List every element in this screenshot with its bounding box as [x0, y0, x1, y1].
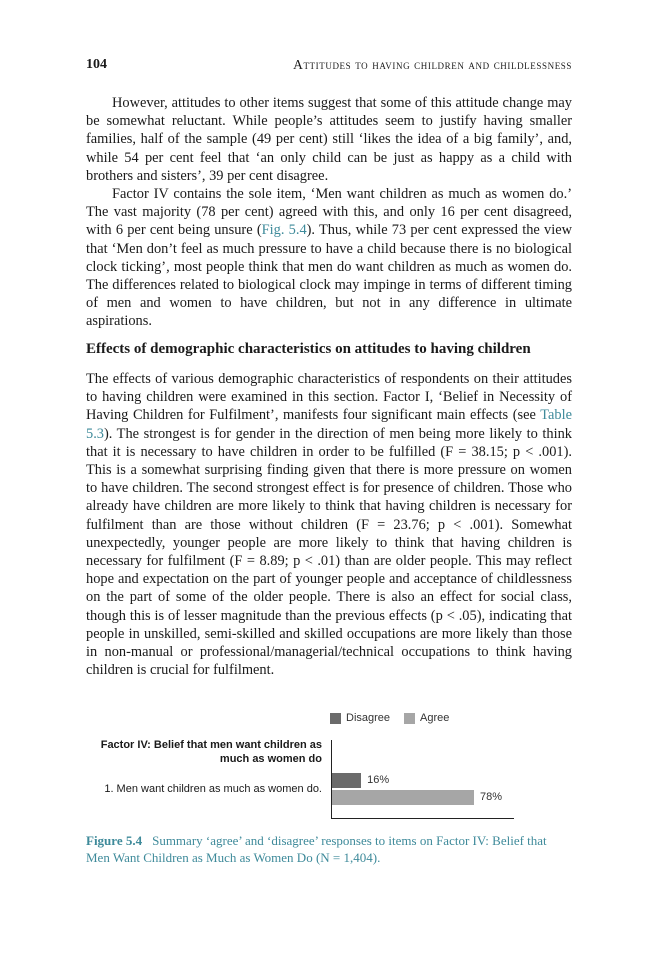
- bar-disagree: [332, 773, 361, 788]
- page-header: [86, 57, 572, 77]
- page-number: 104: [86, 57, 107, 72]
- legend-swatch-agree: [404, 713, 415, 724]
- paragraph-2: Factor IV contains the sole item, ‘Men want children as much as women do.’ The vast majority (78 per cent) agreed with this, and only 16 per cent disagreed, with 6 per cent being unsure (Fig. 5.4). Thus, while 73 per cent expressed the view that ‘Men don’t feel as much pressure to have a child because there is no biological clock ticking’, most people think that men do want children as much as women do. The differences related to biological clock may impinge in terms of different timing of men and women to have children, but not in any difference in ultimate aspirations.: [86, 186, 572, 330]
- body-text: [86, 94, 572, 331]
- bar-label-agree: 78%: [479, 791, 502, 803]
- figure-caption: [86, 832, 572, 866]
- caption-label: Figure 5.4: [86, 833, 143, 848]
- legend-label-disagree: Disagree: [346, 712, 391, 724]
- section-body-text: [86, 370, 572, 679]
- chart-title: Factor IV: Belief that men want children as much as women do: [100, 739, 322, 765]
- running-head: Attitudes to having children and childlessness: [293, 57, 572, 72]
- caption-text: Summary ‘agree’ and ‘disagree’ responses to items on Factor IV: Belief that Men Want Children as Much as Women Do (N = 1,404).: [86, 833, 547, 865]
- paragraph-3: The effects of various demographic characteristics of respondents on their attitudes to having children were examined in this section. Factor I, ‘Belief in Necessity of Having Children for Fulfilment’, manifests four significant main effects (see Table 5.3). The strongest is for gender in the direction of men being more likely to think that it is necessary to have children in order to be fulfilled (F = 38.15; p < .001). This is a somewhat surprising finding given that there is more pressure on women to have children. The second strongest effect is for presence of children. Those who already have children are more likely to think that having children is necessary for fulfilment than are those without children (F = 23.76; p < .001). Somewhat unexpectedly, younger people are more likely to think that having children is necessary for fulfilment (F = 8.89; p < .01) than are older people. This may reflect hope and expectation on the part of younger people and acceptance of childlessness on the part of some of the older people. There is also an effect for social class, though this is of lesser magnitude than the previous effects (p < .05), indicating that people in unskilled, semi-skilled and skilled occupations are more likely than those in non-manual or professional/managerial/technical occupations to think having children is crucial for fulfilment.: [86, 371, 572, 679]
- legend-label-agree: Agree: [420, 712, 450, 724]
- figure-5-4-chart: [86, 708, 572, 828]
- chart-axis: [331, 740, 514, 819]
- paragraph-1: However, attitudes to other items suggest that some of this attitude change may be somewhat reluctant. While people’s attitudes seem to justify having smaller families, half of the sample (49 per cent) still ‘likes the idea of a big family’, and, while 54 per cent feel that ‘an only child can be just as happy as a child with brothers and sisters’, 39 per cent disagree.: [86, 95, 572, 184]
- table-reference-link[interactable]: Table 5.3: [86, 407, 572, 442]
- bar-agree: [332, 790, 474, 805]
- bar-label-disagree: 16%: [367, 774, 390, 786]
- chart-legend: [330, 712, 463, 724]
- category-label: 1. Men want children as much as women do.: [104, 783, 322, 795]
- section-heading: Effects of demographic characteristics on attitudes to having children: [86, 341, 531, 357]
- legend-swatch-disagree: [330, 713, 341, 724]
- figure-reference-link[interactable]: Fig. 5.4: [261, 222, 307, 239]
